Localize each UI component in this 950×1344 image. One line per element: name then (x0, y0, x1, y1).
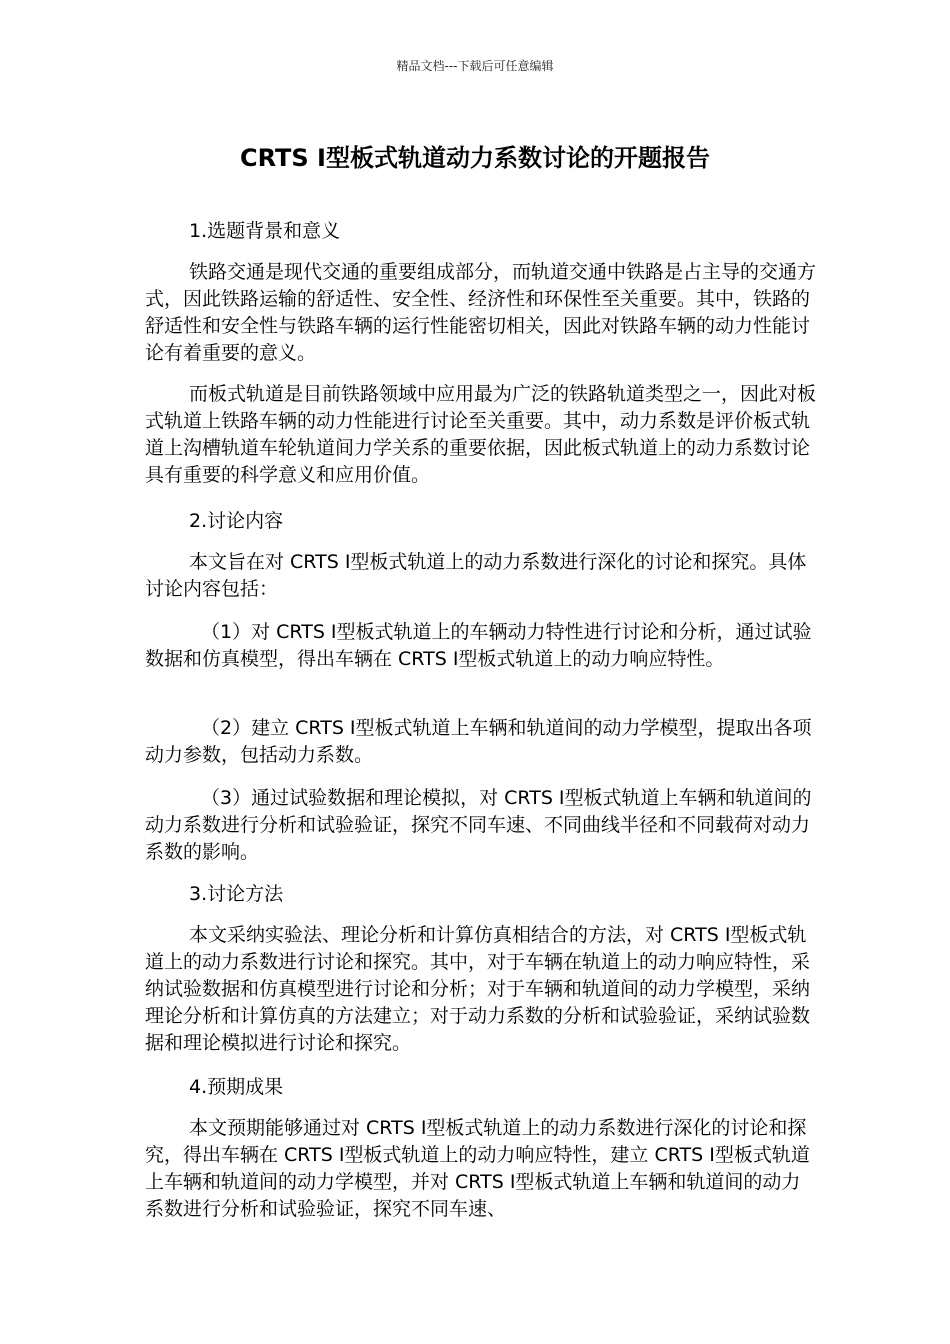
paragraph-content-intro: 本文旨在对 CRTS Ⅰ型板式轨道上的动力系数进行深化的讨论和探究。具体讨论内容包括： (145, 551, 807, 600)
list-item-content-3: （3）通过试验数据和理论模拟，对 CRTS Ⅰ型板式轨道上车辆和轨道间的动力系数进行分析和试验验证，探究不同车速、不同曲线半径和不同载荷对动力系数的影响。 (145, 787, 812, 863)
list-item-content-1: （1）对 CRTS Ⅰ型板式轨道上的车辆动力特性进行讨论和分析，通过试验数据和仿真模型，得出车辆在 CRTS Ⅰ型板式轨道上的动力响应特性。 (145, 621, 812, 670)
list-item-content-2: （2）建立 CRTS Ⅰ型板式轨道上车辆和轨道间的动力学模型，提取出各项动力参数，包括动力系数。 (145, 717, 812, 766)
document-title: CRTS Ⅰ型板式轨道动力系数讨论的开题报告 (240, 144, 710, 172)
paragraph-method: 本文采纳实验法、理论分析和计算仿真相结合的方法，对 CRTS Ⅰ型板式轨道上的动力系数进行讨论和探究。其中，对于车辆在轨道上的动力响应特性，采纳试验数据和仿真模型进行讨论和分析；对于车辆和轨道间的动力学模型，采纳理论分析和计算仿真的方法建立；对于动力系数的分析和试验验证，采纳试验数据和理论模拟进行讨论和探究。 (145, 924, 811, 1054)
section-heading-2: 2.讨论内容 (189, 510, 284, 532)
paragraph-background-2: 而板式轨道是目前铁路领域中应用最为广泛的铁路轨道类型之一，因此对板式轨道上铁路车辆的动力性能进行讨论至关重要。其中，动力系数是评价板式轨道上沟槽轨道车轮轨道间力学关系的重要依据，因此板式轨道上的动力系数讨论具有重要的科学意义和应用价值。 (145, 383, 817, 486)
section-heading-1: 1.选题背景和意义 (189, 220, 341, 242)
section-heading-3: 3.讨论方法 (189, 883, 284, 905)
paragraph-background-1: 铁路交通是现代交通的重要组成部分，而轨道交通中铁路是占主导的交通方式，因此铁路运输的舒适性、安全性、经济性和环保性至关重要。其中，铁路的舒适性和安全性与铁路车辆的运行性能密切相关，因此对铁路车辆的动力性能讨论有着重要的意义。 (145, 261, 817, 364)
paragraph-expected-results: 本文预期能够通过对 CRTS Ⅰ型板式轨道上的动力系数进行深化的讨论和探究，得出车辆在 CRTS Ⅰ型板式轨道上的动力响应特性，建立 CRTS Ⅰ型板式轨道上车辆和轨道间的动力学模型，并对 CRTS Ⅰ型板式轨道上车辆和轨道间的动力系数进行分析和试验验证，探究不同车速、 (145, 1117, 810, 1220)
section-heading-4: 4.预期成果 (189, 1076, 284, 1098)
header-note: 精品文档---下载后可任意编辑 (396, 59, 554, 73)
